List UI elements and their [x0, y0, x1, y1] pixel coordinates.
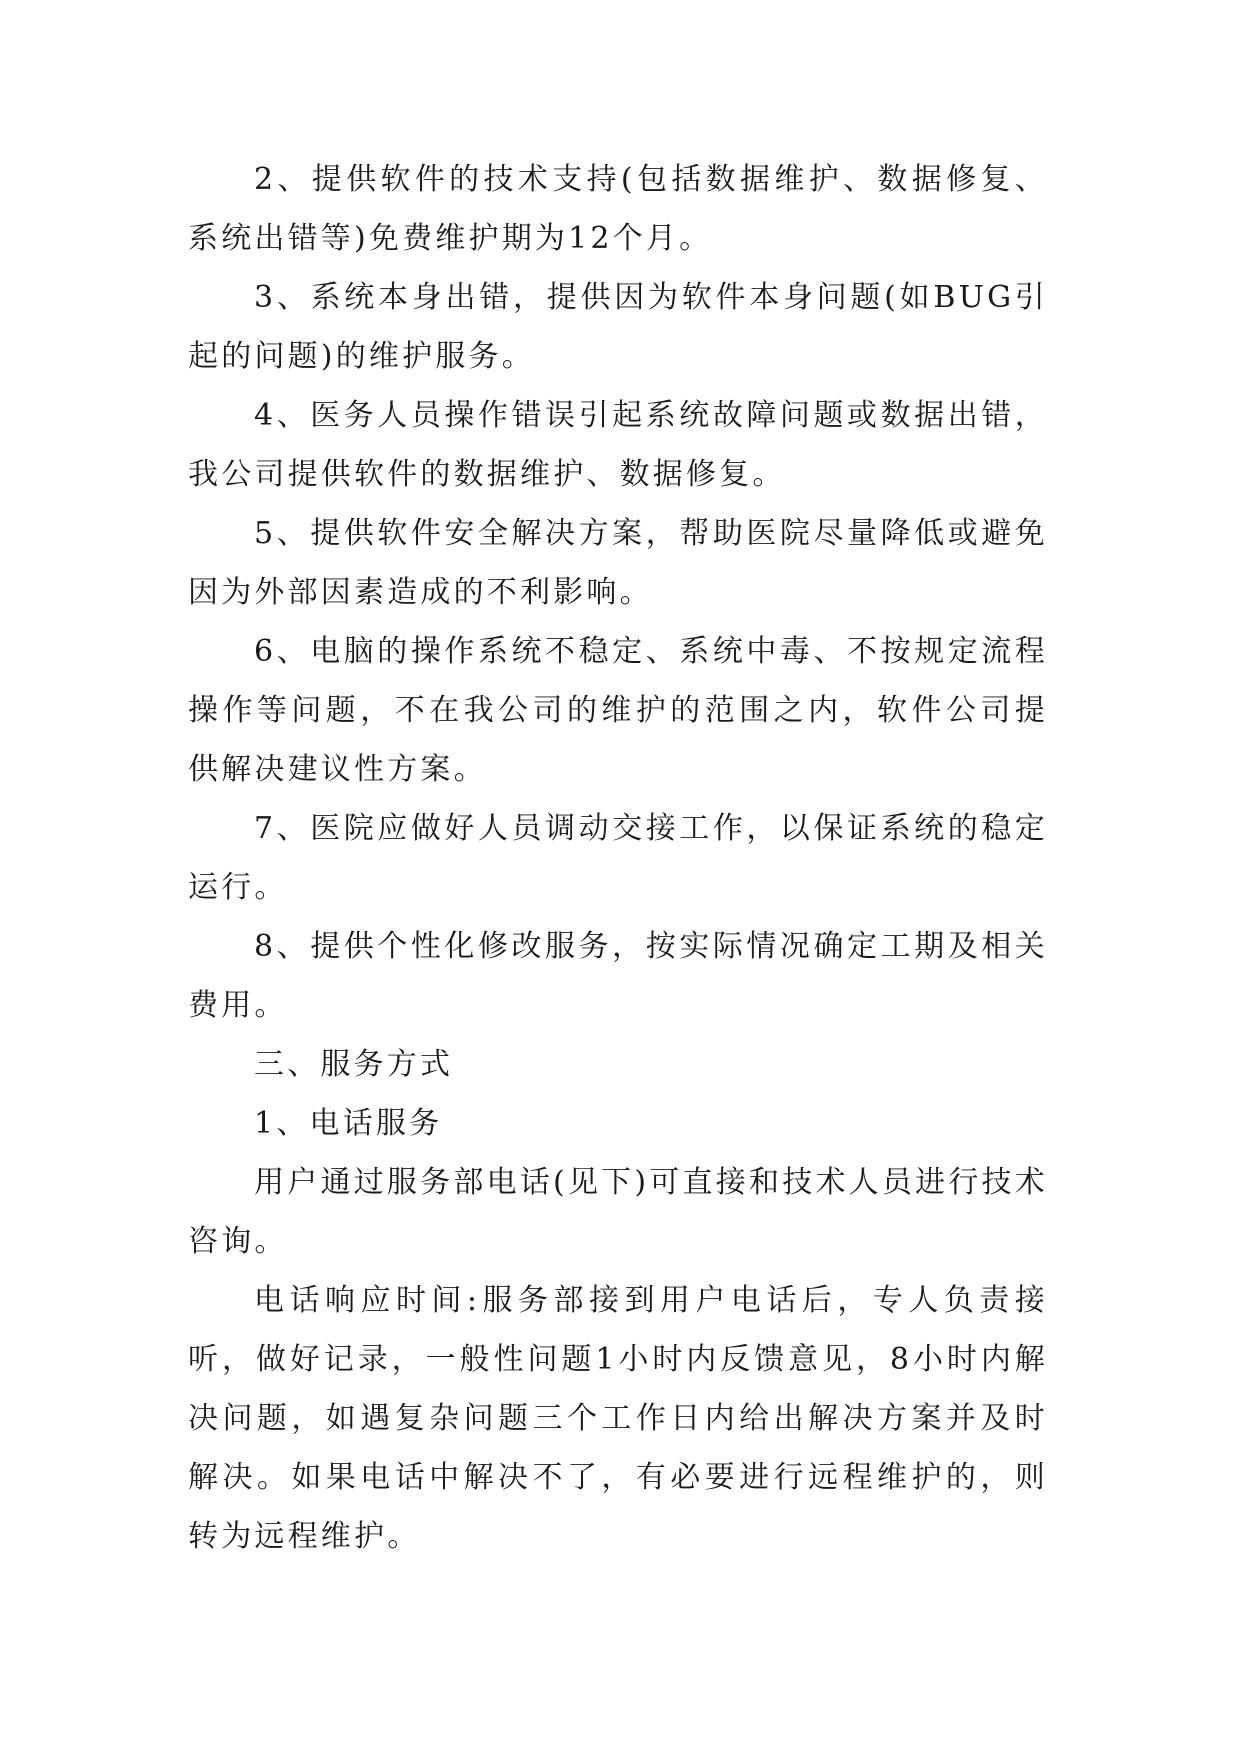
document-page	[188, 150, 1048, 1566]
clause-2-paragraph: 2、提供软件的技术支持(包括数据维护、数据修复、系统出错等)免费维护期为12个月。	[188, 162, 1048, 256]
clause-4-paragraph: 4、医务人员操作错误引起系统故障问题或数据出错，我公司提供软件的数据维护、数据修复。	[188, 398, 1048, 492]
phone-consult-paragraph: 用户通过服务部电话(见下)可直接和技术人员进行技术咨询。	[188, 1165, 1048, 1259]
clause-3-paragraph: 3、系统本身出错，提供因为软件本身问题(如BUG引起的问题)的维护服务。	[188, 280, 1048, 374]
subsection-heading: 1、电话服务	[254, 1106, 443, 1141]
section-heading: 三、服务方式	[254, 1047, 454, 1082]
clause-8-paragraph: 8、提供个性化修改服务，按实际情况确定工期及相关费用。	[188, 929, 1048, 1023]
clause-7-paragraph: 7、医院应做好人员调动交接工作，以保证系统的稳定运行。	[188, 811, 1048, 905]
phone-response-paragraph: 电话响应时间:服务部接到用户电话后，专人负责接听，做好记录，一般性问题1小时内反馈意见，8小时内解决问题，如遇复杂问题三个工作日内给出解决方案并及时解决。如果电话中解决不了，有必要进行远程维护的，则转为远程维护。	[188, 1283, 1048, 1554]
clause-6-paragraph: 6、电脑的操作系统不稳定、系统中毒、不按规定流程操作等问题，不在我公司的维护的范围之内，软件公司提供解决建议性方案。	[188, 634, 1048, 787]
clause-5-paragraph: 5、提供软件安全解决方案，帮助医院尽量降低或避免因为外部因素造成的不利影响。	[188, 516, 1048, 610]
